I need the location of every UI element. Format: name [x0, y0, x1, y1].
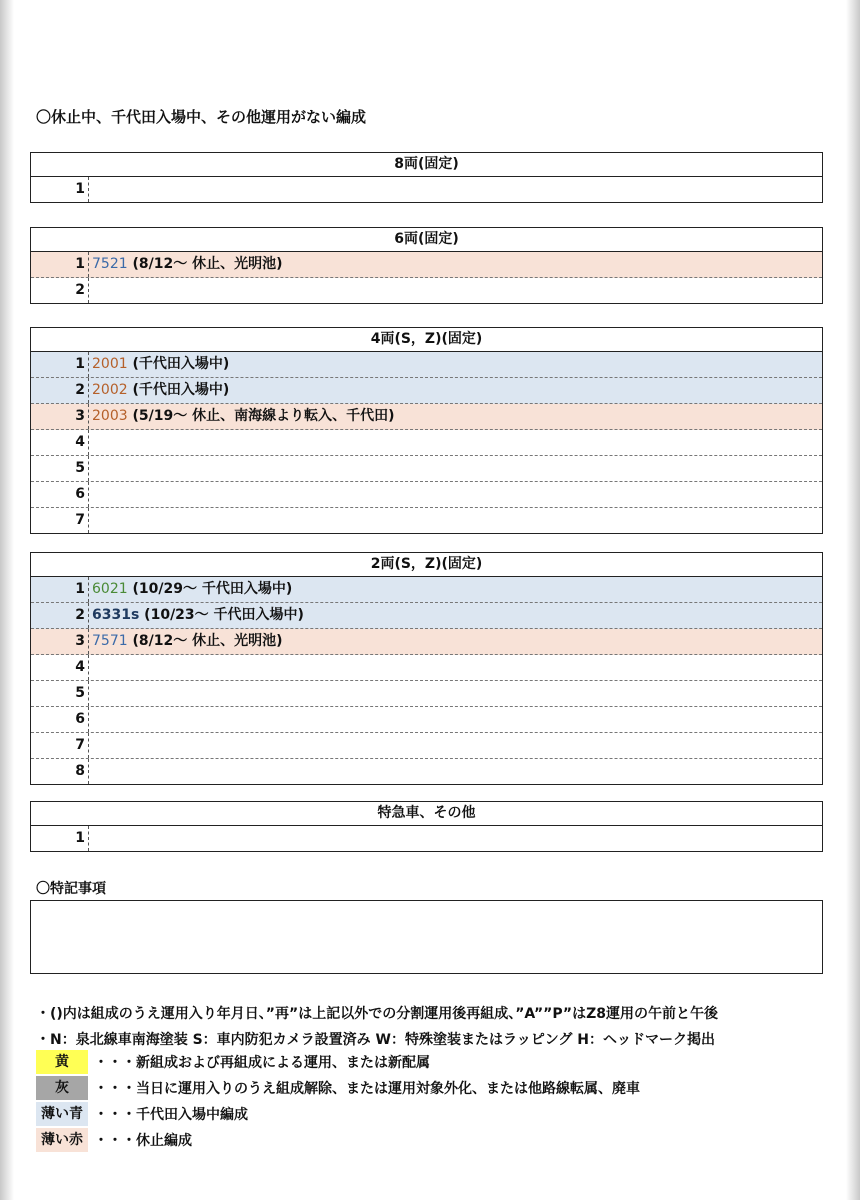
row-content	[89, 252, 822, 277]
table-row	[31, 629, 822, 655]
row-number: 1	[31, 252, 89, 277]
table-8car-header: 8両(固定)	[31, 153, 822, 177]
table-row	[31, 826, 822, 851]
table-6car-header: 6両(固定)	[31, 228, 822, 252]
table-2car-header: 2両(S，Z)(固定)	[31, 553, 822, 577]
row-content	[89, 629, 822, 654]
table-row	[31, 707, 822, 733]
unit-id: 6021	[92, 581, 128, 597]
table-row	[31, 577, 822, 603]
row-content	[89, 378, 822, 403]
table-row	[31, 404, 822, 430]
page-edge-left	[0, 0, 14, 1200]
unit-id: 2003	[92, 408, 128, 424]
legend-yellow	[36, 1050, 430, 1074]
row-number: 8	[31, 759, 89, 784]
row-content	[89, 577, 822, 602]
row-number: 3	[31, 629, 89, 654]
legend-swatch: 黄	[36, 1050, 88, 1074]
table-4car	[30, 327, 823, 534]
row-number: 6	[31, 707, 89, 732]
row-content	[89, 655, 822, 680]
table-row	[31, 378, 822, 404]
legend-desc: ・・・当日に運用入りのうえ組成解除、または運用対象外化、または他路線転属、廃車	[94, 1081, 640, 1097]
row-content	[89, 603, 822, 628]
unit-id: 7521	[92, 256, 128, 272]
unit-id: 7571	[92, 633, 128, 649]
row-content	[89, 707, 822, 732]
table-row	[31, 508, 822, 533]
unit-note: (千代田入場中)	[127, 356, 230, 372]
table-row	[31, 352, 822, 378]
table-express-other	[30, 801, 823, 852]
footnote-2: ・N：泉北線車南海塗装 S：車内防犯カメラ設置済み W：特殊塗装またはラッピング H：ヘッドマーク掲出	[36, 1032, 716, 1048]
legend-gray	[36, 1076, 640, 1100]
row-number: 1	[31, 826, 89, 851]
row-content	[89, 759, 822, 784]
unit-id: 2001	[92, 356, 128, 372]
table-2car	[30, 552, 823, 785]
row-content	[89, 456, 822, 481]
table-row	[31, 482, 822, 508]
row-number: 1	[31, 177, 89, 202]
table-row	[31, 177, 822, 202]
row-content	[89, 404, 822, 429]
table-express-header: 特急車、その他	[31, 802, 822, 826]
row-number: 4	[31, 430, 89, 455]
table-row	[31, 278, 822, 303]
special-notes-box	[30, 900, 823, 974]
row-number: 7	[31, 508, 89, 533]
unit-note: (10/23～ 千代田入場中)	[139, 607, 304, 623]
legend-swatch: 薄い青	[36, 1102, 88, 1126]
row-number: 3	[31, 404, 89, 429]
row-number: 5	[31, 681, 89, 706]
row-number: 2	[31, 278, 89, 303]
page-title: 〇休止中、千代田入場中、その他運用がない編成	[36, 108, 367, 126]
row-content	[89, 482, 822, 507]
row-content	[89, 352, 822, 377]
legend-desc: ・・・休止編成	[94, 1133, 192, 1149]
row-content	[89, 508, 822, 533]
table-row	[31, 733, 822, 759]
row-content	[89, 826, 822, 851]
row-number: 2	[31, 603, 89, 628]
row-content	[89, 278, 822, 303]
row-number: 5	[31, 456, 89, 481]
legend-swatch: 灰	[36, 1076, 88, 1100]
row-number: 6	[31, 482, 89, 507]
table-row	[31, 603, 822, 629]
table-row	[31, 759, 822, 784]
table-row	[31, 456, 822, 482]
unit-note: (8/12～ 休止、光明池)	[127, 256, 283, 272]
row-content	[89, 430, 822, 455]
table-row	[31, 430, 822, 456]
row-number: 1	[31, 352, 89, 377]
special-notes-title: 〇特記事項	[36, 881, 106, 897]
page-edge-right	[846, 0, 860, 1200]
unit-id: 2002	[92, 382, 128, 398]
legend-light-red	[36, 1128, 192, 1152]
unit-note: (8/12～ 休止、光明池)	[127, 633, 283, 649]
legend-swatch: 薄い赤	[36, 1128, 88, 1152]
row-number: 1	[31, 577, 89, 602]
table-8car	[30, 152, 823, 203]
table-row	[31, 252, 822, 278]
legend-desc: ・・・千代田入場中編成	[94, 1107, 248, 1123]
footnote-1: ・()内は組成のうえ運用入り年月日、”再”は上記以外での分割運用後再組成、”A””P”はZ8運用の午前と午後	[36, 1006, 718, 1022]
row-number: 7	[31, 733, 89, 758]
unit-note: (5/19～ 休止、南海線より転入、千代田)	[127, 408, 395, 424]
table-6car	[30, 227, 823, 304]
unit-id: 6331s	[92, 607, 140, 623]
table-4car-header: 4両(S，Z)(固定)	[31, 328, 822, 352]
row-content	[89, 681, 822, 706]
legend-desc: ・・・新組成および再組成による運用、または新配属	[94, 1055, 430, 1071]
table-row	[31, 681, 822, 707]
row-number: 4	[31, 655, 89, 680]
unit-note: (10/29～ 千代田入場中)	[127, 581, 293, 597]
row-number: 2	[31, 378, 89, 403]
legend-light-blue	[36, 1102, 248, 1126]
table-row	[31, 655, 822, 681]
unit-note: (千代田入場中)	[127, 382, 230, 398]
row-content	[89, 177, 822, 202]
row-content	[89, 733, 822, 758]
